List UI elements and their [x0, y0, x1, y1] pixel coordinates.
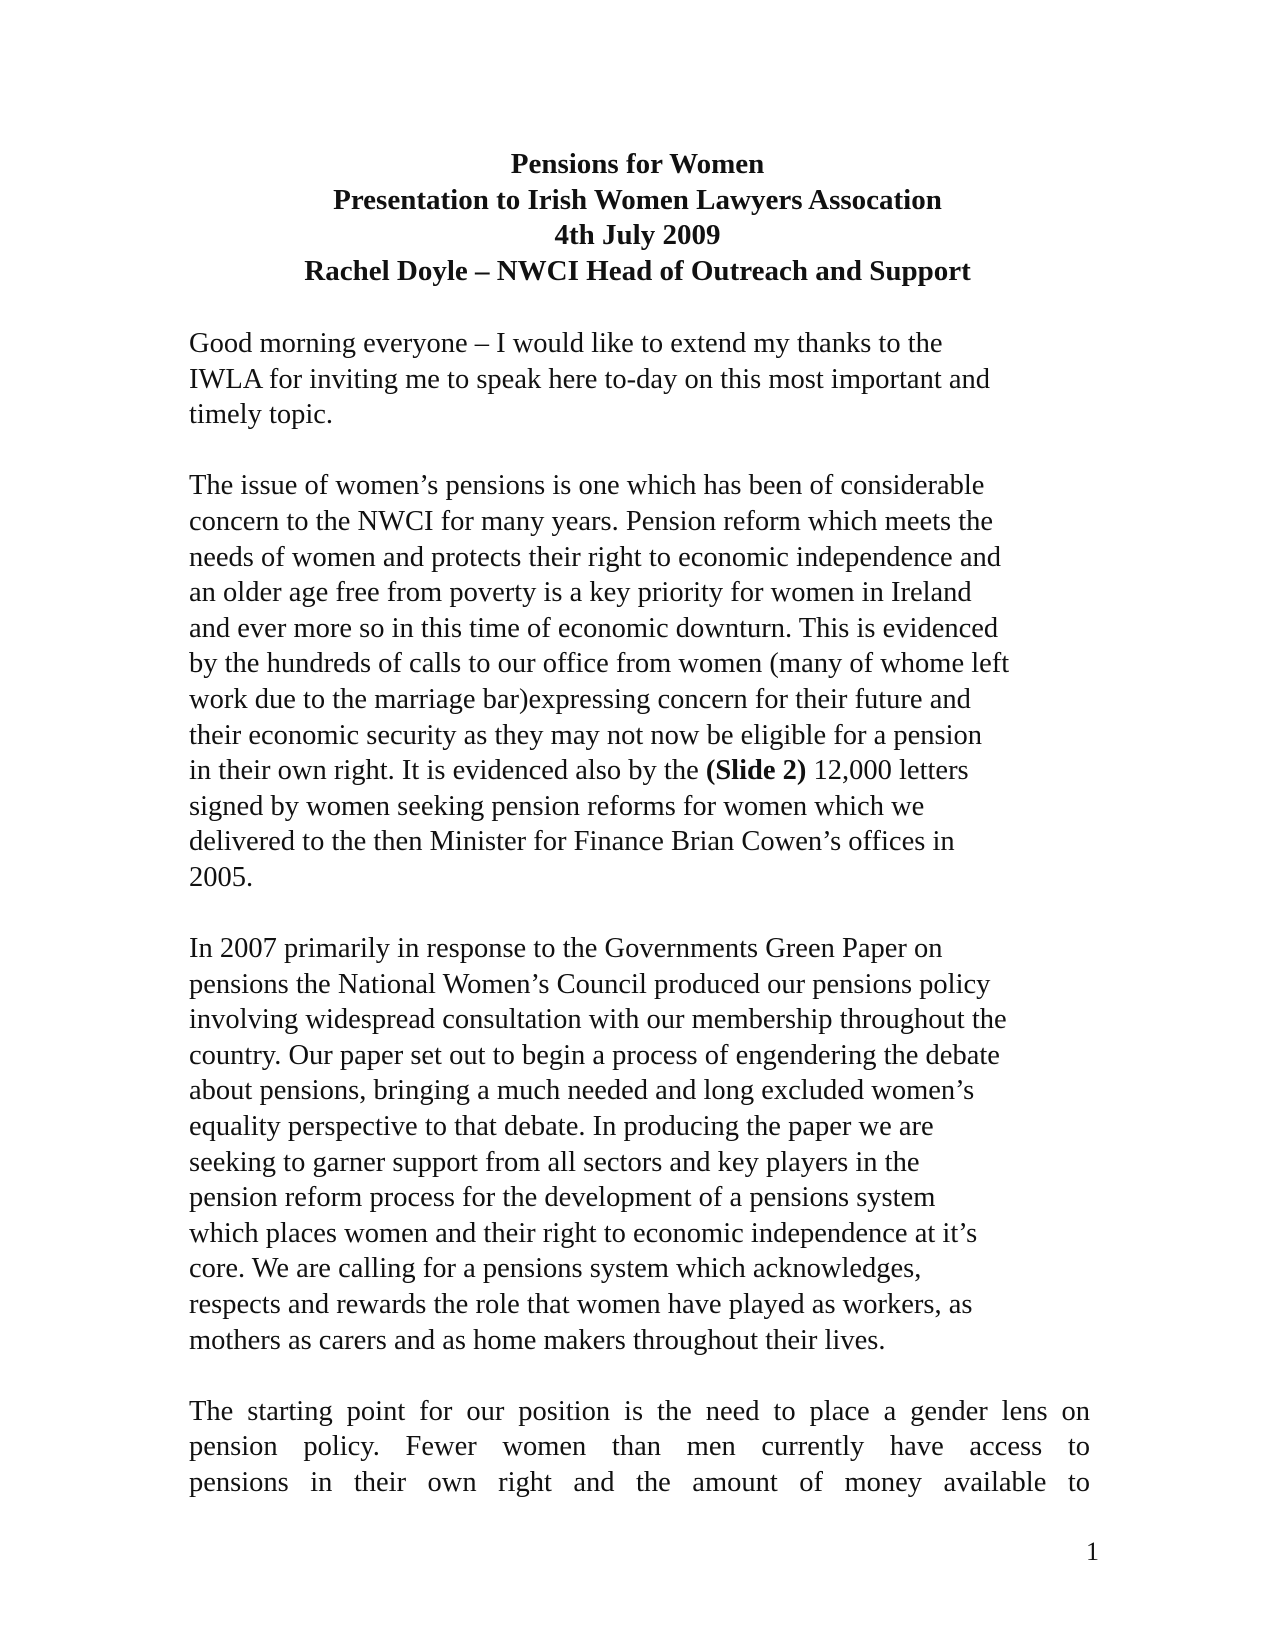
paragraph-womens-pensions-issue [189, 468, 1090, 895]
text-line: mothers as carers and as home makers throughout their lives. [189, 1324, 886, 1356]
text-line: by the hundreds of calls to our office from women (many of whome left [189, 648, 1010, 680]
text-line: In 2007 primarily in response to the Governments Green Paper on [189, 933, 943, 965]
text-run: in their own right. It is evidenced also by the [189, 755, 706, 787]
speaker-line: Rachel Doyle – NWCI Head of Outreach and Support [304, 254, 971, 287]
text-line: work due to the marriage bar)expressing concern for their future and [189, 683, 971, 715]
text-line: IWLA for inviting me to speak here to-day on this most important and [189, 363, 991, 395]
text-line: and ever more so in this time of economic downturn. This is evidenced [189, 612, 999, 644]
text-line: pensions the National Women’s Council produced our pensions policy [189, 968, 991, 1000]
text-line: pension reform process for the development of a pensions system [189, 1182, 936, 1214]
text-line: core. We are calling for a pensions system which acknowledges, [189, 1253, 922, 1285]
document-title: Pensions for Women [510, 148, 765, 180]
paragraph-pensions-policy-2007 [189, 931, 1090, 1358]
text-line: Good morning everyone – I would like to extend my thanks to the [189, 328, 943, 359]
text-line: concern to the NWCI for many years. Pension reform which meets the [189, 505, 994, 537]
text-line: needs of women and protects their right to economic independence and [189, 541, 1001, 573]
paragraph-greeting [189, 326, 1090, 433]
text-line: pension policy. Fewer women than men currently have access to [189, 1431, 1090, 1463]
text-line: their economic security as they may not now be eligible for a pension [189, 719, 983, 751]
text-line: delivered to the then Minister for Finance Brian Cowen’s offices in [189, 826, 955, 858]
text-line: signed by women seeking pension reforms for women which we [189, 790, 925, 822]
text-line: which places women and their right to economic independence at it’s [189, 1217, 978, 1249]
text-line: about pensions, bringing a much needed and long excluded women’s [189, 1075, 975, 1107]
text-line: an older age free from poverty is a key priority for women in Ireland [189, 577, 972, 609]
text-run: 12,000 letters [806, 755, 969, 787]
text-line: equality perspective to that debate. In producing the paper we are [189, 1111, 934, 1143]
text-line: The issue of women’s pensions is one which has been of considerable [189, 470, 985, 502]
paragraph-gender-lens [189, 1394, 1090, 1501]
slide-reference-line [189, 753, 1090, 789]
text-line: timely topic. [189, 399, 334, 431]
text-line: The starting point for our position is the need to place a gender lens on [189, 1395, 1090, 1427]
text-line: 2005. [189, 861, 254, 893]
text-line: country. Our paper set out to begin a process of engendering the debate [189, 1039, 1000, 1071]
presentation-date: 4th July 2009 [554, 219, 721, 251]
document-subtitle: Presentation to Irish Women Lawyers Assocation [333, 183, 942, 216]
document-heading [0, 147, 1275, 289]
document-body [189, 326, 1090, 1536]
text-line: involving widespread consultation with our membership throughout the [189, 1004, 1007, 1036]
text-line: pensions in their own right and the amount of money available to [189, 1467, 1090, 1498]
page-number: 1 [1086, 1537, 1099, 1566]
slide-reference: (Slide 2) [705, 755, 807, 787]
text-line: respects and rewards the role that women have played as workers, as [189, 1289, 973, 1321]
text-line: seeking to garner support from all sectors and key players in the [189, 1146, 920, 1178]
